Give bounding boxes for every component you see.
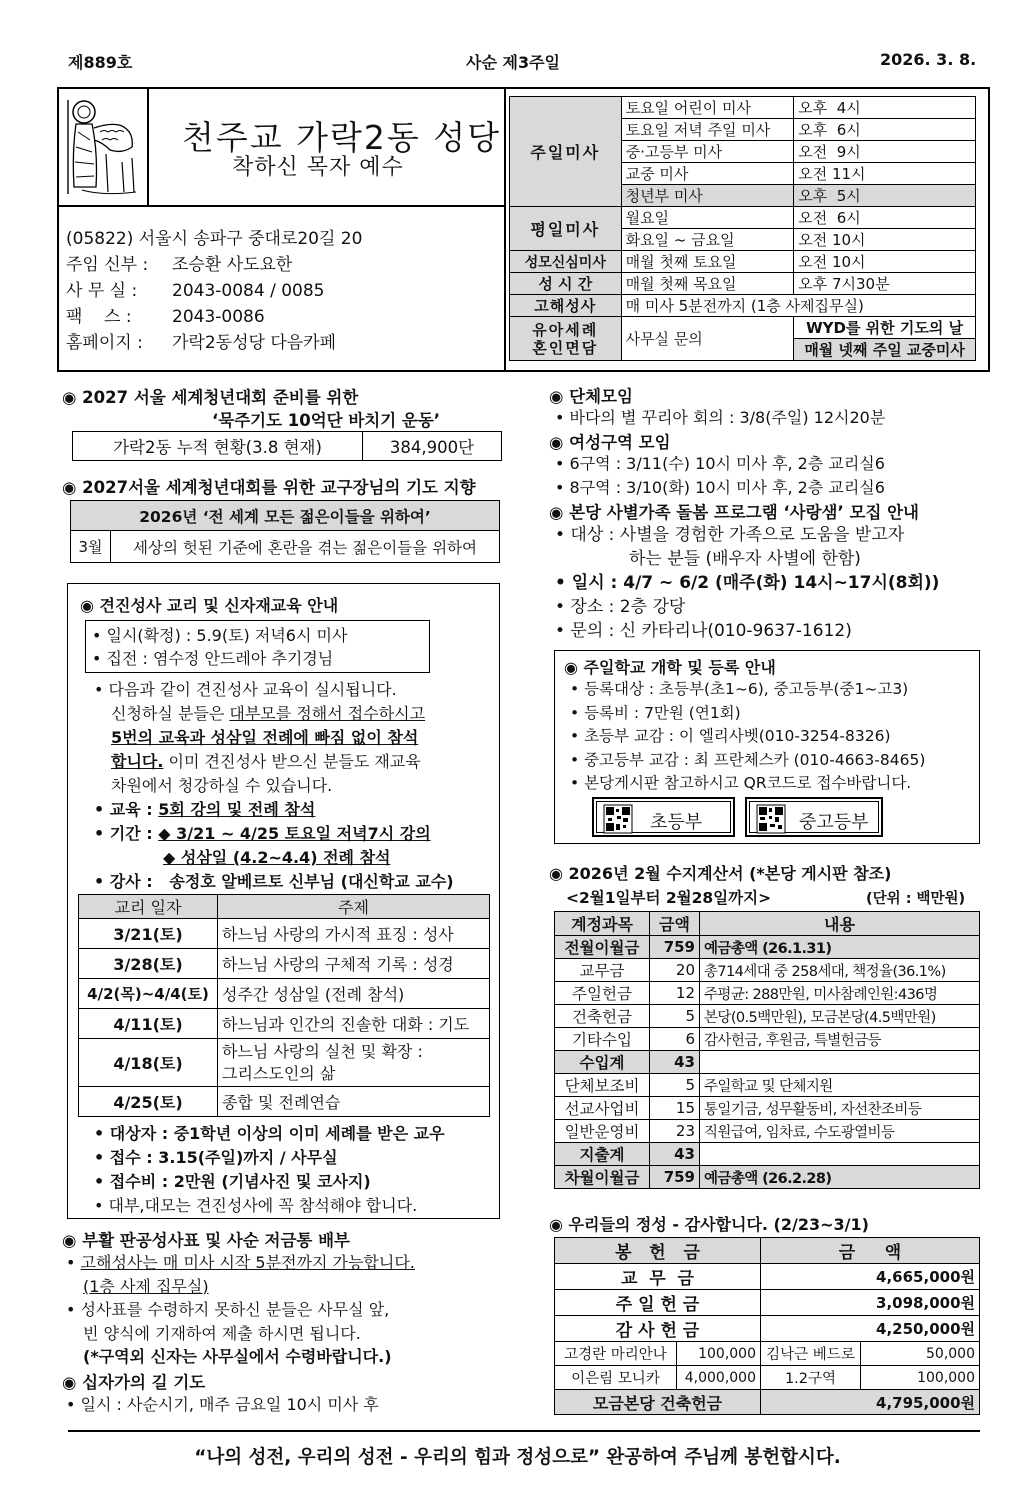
women-title: ◉ 여성구역 모임	[549, 429, 671, 453]
offering-table	[554, 1237, 980, 1415]
homepage: 가락2동성당 다음카페	[172, 333, 337, 353]
intention-month: 3월	[71, 531, 111, 563]
finance-amount: 759	[650, 936, 700, 959]
confirm-registration: • 접수 : 3.15(주일)까지 / 사무실	[94, 1148, 338, 1167]
finance-amount: 5	[650, 1074, 700, 1097]
easter-line: 고해성사는 매 미사 시작 5분전까지 가능합니다.	[80, 1253, 415, 1272]
th-detail: 내용	[700, 912, 980, 936]
bereave-line: 하는 분들 (배우자 사별에 한함)	[629, 549, 861, 569]
finance-detail: 총714세대 중 258세대, 책정율(36.1%)	[700, 959, 980, 982]
school-line: • 등록대상 : 초등부(초1~6), 중고등부(중1~고3)	[570, 680, 909, 698]
mass-name: 교중 미사	[621, 163, 794, 185]
mass-time: 오후 7시30분	[794, 273, 976, 295]
easter-line: (*구역외 신자는 사무실에서 수령바랍니다.)	[83, 1347, 392, 1366]
finance-detail: 본당(0.5백만원), 모금본당(4.5백만원)	[700, 1005, 980, 1028]
confession-label: 고해성사	[510, 295, 622, 317]
mass-name: 청년부 미사	[621, 185, 794, 207]
th-offering: 봉 헌 금	[555, 1238, 761, 1264]
mass-time: 오전 6시	[794, 207, 976, 229]
lesson-topic: 종합 및 전례연습	[218, 1087, 490, 1117]
finance-amount: 43	[650, 1051, 700, 1074]
school-line: • 등록비 : 7만원 (연1회)	[570, 703, 741, 722]
rosary-label: 가락2동 누적 현황(3.8 현재)	[73, 432, 363, 461]
building-fund-label: 모금본당 건축헌금	[555, 1390, 761, 1415]
confirm-para: 이미 견진성사 받으신 분들도 재교육	[163, 752, 421, 771]
issue-number: 제889호	[68, 53, 133, 72]
finance-unit: (단위 : 백만원)	[866, 891, 966, 907]
office-label: 사 무 실 :	[66, 281, 138, 301]
finance-detail: 감사헌금, 후원금, 특별헌금등	[700, 1028, 980, 1051]
mass-time: 오전 10시	[794, 251, 976, 273]
finance-detail: 직원급여, 임차료, 수도광열비등	[700, 1120, 980, 1143]
wyd-prayer-mass: 매월 넷째 주일 교중미사	[794, 339, 976, 361]
mass-time: 오후 5시	[794, 185, 976, 207]
offering-title: ◉ 우리들의 정성 - 감사합니다. (2/23~3/1)	[549, 1212, 869, 1235]
divider	[57, 205, 505, 207]
finance-account: 차월이월금	[555, 1166, 650, 1189]
lesson-date: 4/25(토)	[79, 1087, 218, 1117]
bereavement-title: ◉ 본당 사별가족 돌봄 프로그램 ‘사랑샘’ 모집 안내	[549, 499, 919, 523]
th-topic: 주제	[218, 895, 490, 919]
qr-code-icon	[756, 804, 786, 834]
finance-title: ◉ 2026년 2월 수지계산서 (*본당 게시판 참조)	[549, 861, 891, 884]
confirmation-date: • 일시(확정) : 5.9(토) 저녁6시 미사	[92, 626, 348, 645]
groups-line: • 바다의 별 꾸리아 회의 : 3/8(주일) 12시20분	[555, 408, 886, 427]
finance-row	[555, 959, 980, 982]
lesson-date: 3/21(토)	[79, 919, 218, 949]
homepage-label: 홈페이지 :	[66, 333, 143, 353]
mass-time: 오전 10시	[794, 229, 976, 251]
confirm-para: • 다음과 같이 견진성사 교육이 실시됩니다.	[94, 680, 397, 699]
qr-youth-label: 중고등부	[799, 812, 869, 833]
finance-amount: 6	[650, 1028, 700, 1051]
donor-name: 김낙근 베드로	[761, 1342, 861, 1366]
sunday-school-title: ◉ 주일학교 개학 및 등록 안내	[564, 655, 776, 678]
school-line: • 초등부 교감 : 이 엘리사벳(010-3254-8326)	[570, 727, 891, 745]
building-fund-amount: 4,795,000원	[761, 1390, 980, 1415]
bereave-line: • 대상 : 사별을 경험한 가족으로 도움을 받고자	[555, 525, 905, 545]
divider	[504, 87, 506, 372]
confirm-para: 5번의 교육과 성삼일 전례에 빠짐 없이 참석	[111, 728, 419, 747]
mass-schedule-table	[509, 96, 976, 361]
intention-title: ◉ 2027서울 세계청년대회를 위한 교구장님의 기도 지향	[62, 474, 476, 498]
finance-account: 선교사업비	[555, 1097, 650, 1120]
liturgical-week: 사순 제3주일	[466, 53, 560, 72]
th-offering-amount: 금 액	[761, 1238, 980, 1264]
finance-detail: 주평균: 288만원, 미사참례인원:436명	[700, 982, 980, 1005]
finance-row	[555, 1097, 980, 1120]
pastor-name: 조승환 사도요한	[172, 255, 293, 275]
mass-time: 오후 6시	[794, 119, 976, 141]
edu-label: • 교육 :	[94, 800, 159, 819]
qr-code-icon	[603, 804, 633, 834]
finance-amount: 15	[650, 1097, 700, 1120]
lesson-date: 3/28(토)	[79, 949, 218, 979]
donor-name: 1.2구역	[761, 1366, 861, 1390]
office-phone: 2043-0084 / 0085	[172, 281, 325, 301]
mass-name: 토요일 어린이 미사	[621, 97, 794, 119]
finance-amount: 12	[650, 982, 700, 1005]
lesson-topic: 하느님 사랑의 가시적 표징 : 성사	[218, 919, 490, 949]
offering-type: 교 무 금	[555, 1264, 761, 1290]
lesson-topic: 하느님 사랑의 구체적 기록 : 성경	[218, 949, 490, 979]
qr-elementary-label: 초등부	[650, 812, 703, 833]
lesson-topic: 하느님과 인간의 진솔한 대화 : 기도	[218, 1009, 490, 1039]
th-amount: 금액	[650, 912, 700, 936]
address: (05822) 서울시 송파구 중대로20길 20	[66, 229, 363, 249]
finance-account: 일반운영비	[555, 1120, 650, 1143]
confirmation-title: ◉ 견진성사 교리 및 신자재교육 안내	[80, 593, 338, 616]
baptism-label: 유아세례 혼인면담	[510, 317, 622, 361]
finance-row	[555, 936, 980, 959]
school-line: • 본당게시판 참고하시고 QR코드로 접수바랍니다.	[570, 774, 912, 792]
period-label: • 기간 :	[94, 824, 159, 843]
qr-elementary-button[interactable]	[592, 797, 735, 837]
parish-subtitle: 착하신 목자 예수	[232, 155, 404, 180]
confirm-note: • 대부,대모는 견진성사에 꼭 참석해야 합니다.	[94, 1196, 418, 1215]
mass-name: 중·고등부 미사	[621, 141, 794, 163]
donor-amount: 50,000	[861, 1342, 980, 1366]
donor-amount: 100,000	[677, 1342, 761, 1366]
footer-rule	[68, 1430, 980, 1432]
bereave-line: • 문의 : 신 카타리나(010-9637-1612)	[555, 621, 852, 641]
finance-account: 교무금	[555, 959, 650, 982]
finance-row	[555, 1143, 980, 1166]
finance-account: 수입계	[555, 1051, 650, 1074]
finance-account: 지출계	[555, 1143, 650, 1166]
finance-amount: 20	[650, 959, 700, 982]
finance-period: <2월1일부터 2월28일까지>	[566, 889, 772, 907]
confirmation-schedule-table	[78, 894, 490, 1117]
finance-account: 기타수입	[555, 1028, 650, 1051]
women-line: • 6구역 : 3/11(수) 10시 미사 후, 2층 교리실6	[555, 454, 885, 473]
parish-title: 천주교 가락2동 성당	[182, 118, 501, 157]
mass-time: 오전 9시	[794, 141, 976, 163]
finance-account: 전월이월금	[555, 936, 650, 959]
finance-account: 건축헌금	[555, 1005, 650, 1028]
mass-name: 매월 첫째 목요일	[621, 273, 794, 295]
rosary-title: ◉ 2027 서울 세계청년대회 준비를 위한	[62, 384, 358, 408]
confirm-para: 신청하실 분들은	[111, 704, 230, 723]
weekday-mass-label: 평일미사	[510, 207, 622, 251]
donor-name: 고경란 마리안나	[555, 1342, 677, 1366]
footer-slogan: “나의 성전, 우리의 성전 - 우리의 힘과 정성으로” 완공하여 주님께 봉헌합시다.	[194, 1447, 841, 1468]
finance-amount: 43	[650, 1143, 700, 1166]
lesson-date: 4/11(토)	[79, 1009, 218, 1039]
finance-detail	[700, 1051, 980, 1074]
finance-row	[555, 1005, 980, 1028]
lesson-date: 4/2(목)~4/4(토)	[79, 979, 218, 1009]
finance-row	[555, 1120, 980, 1143]
finance-account: 단체보조비	[555, 1074, 650, 1097]
donor-amount: 4,000,000	[677, 1366, 761, 1390]
school-line: • 중고등부 교감 : 최 프란체스카 (010-4663-8465)	[570, 750, 926, 769]
mass-name: 토요일 저녁 주일 미사	[621, 119, 794, 141]
easter-line: • 성사표를 수령하지 못하신 분들은 사무실 앞,	[66, 1300, 390, 1319]
finance-amount: 5	[650, 1005, 700, 1028]
qr-youth-button[interactable]	[745, 797, 883, 837]
donor-amount: 100,000	[861, 1366, 980, 1390]
mass-name: 월요일	[621, 207, 794, 229]
finance-table	[554, 911, 980, 1189]
finance-detail: 예금총액 (26.1.31)	[700, 936, 980, 959]
finance-amount: 23	[650, 1120, 700, 1143]
finance-detail: 통일기금, 성무활동비, 자선찬조비등	[700, 1097, 980, 1120]
bereave-line: • 일시 : 4/7 ~ 6/2 (매주(화) 14시~17시(8회))	[555, 573, 940, 593]
finance-detail	[700, 1143, 980, 1166]
sunday-mass-label: 주일미사	[510, 97, 622, 207]
finance-detail: 예금총액 (26.2.28)	[700, 1166, 980, 1189]
offering-amount: 3,098,000원	[761, 1290, 980, 1316]
fax-label: 팩 스 :	[66, 307, 132, 327]
rosary-title-2: ‘묵주기도 10억단 바치기 운동’	[212, 411, 441, 430]
rosary-count: 384,900단	[363, 432, 502, 461]
donor-name: 이은림 모니카	[555, 1366, 677, 1390]
mass-name: 화요일 ~ 금요일	[621, 229, 794, 251]
confirm-target: • 대상자 : 중1학년 이상의 이미 세례를 받은 교우	[94, 1124, 445, 1143]
mass-name: 매월 첫째 토요일	[621, 251, 794, 273]
confirm-para: 차원에서 청강하실 수 있습니다.	[111, 776, 333, 795]
finance-detail: 주일학교 및 단체지원	[700, 1074, 980, 1097]
easter-line: 빈 양식에 기재하여 제출 하시면 됩니다.	[83, 1323, 361, 1343]
pastor-label: 주임 신부 :	[66, 255, 149, 275]
confirm-para: 대부모를 정해서 접수하시고	[229, 704, 426, 723]
bereave-line: • 장소 : 2층 강당	[555, 597, 686, 617]
offering-amount: 4,665,000원	[761, 1264, 980, 1290]
finance-row	[555, 1028, 980, 1051]
lesson-date: 4/18(토)	[79, 1039, 218, 1087]
confession-info: 매 미사 5분전까지 (1층 사제집무실)	[621, 295, 975, 317]
stations-time: • 일시 : 사순시기, 매주 금요일 10시 미사 후	[66, 1395, 379, 1414]
finance-amount: 759	[650, 1166, 700, 1189]
offering-type: 감 사 헌 금	[555, 1316, 761, 1342]
lesson-topic: 하느님 사랑의 실천 및 확장 : 그리스도인의 삶	[218, 1039, 490, 1087]
issue-date: 2026. 3. 8.	[880, 50, 977, 69]
finance-row	[555, 1074, 980, 1097]
rosary-status-table	[72, 431, 502, 461]
confirmation-celebrant: • 집전 : 염수정 안드레아 추기경님	[92, 649, 334, 668]
groups-title: ◉ 단체모임	[549, 383, 633, 407]
easter-line: (1층 사제 집무실)	[83, 1276, 209, 1296]
intention-text: 세상의 헛된 기준에 혼란을 겪는 젊은이들을 위하여	[111, 531, 500, 563]
edu-value: 5회 강의 및 전례 참석	[158, 800, 316, 819]
intention-table	[70, 500, 500, 563]
fax-number: 2043-0086	[172, 307, 265, 327]
lecturer: • 강사 : 송정호 알베르토 신부님 (대신학교 교수)	[94, 872, 454, 891]
confirm-fee: • 접수비 : 2만원 (기념사진 및 코사지)	[94, 1172, 371, 1191]
women-line: • 8구역 : 3/10(화) 10시 미사 후, 2층 교리실6	[555, 478, 885, 497]
th-account: 계정과목	[555, 912, 650, 936]
finance-row	[555, 982, 980, 1005]
offering-type: 주 일 헌 금	[555, 1290, 761, 1316]
offering-amount: 4,250,000원	[761, 1316, 980, 1342]
good-shepherd-logo	[62, 92, 144, 200]
holy-hour-label: 성 시 간	[510, 273, 622, 295]
period-value-2: ◆ 성삼일 (4.2~4.4) 전례 참석	[163, 848, 391, 867]
finance-account: 주일헌금	[555, 982, 650, 1005]
easter-title: ◉ 부활 판공성사표 및 사순 저금통 배부	[62, 1227, 350, 1251]
th-date: 교리 일자	[79, 895, 218, 919]
mass-time: 오전 11시	[794, 163, 976, 185]
period-value: ◆ 3/21 ~ 4/25 토요일 저녁7시 강의	[158, 824, 431, 843]
mass-time: 오후 4시	[794, 97, 976, 119]
confirm-para: 합니다.	[111, 752, 164, 771]
intention-head: 2026년 ‘전 세계 모든 젊은이들을 위하여’	[71, 501, 500, 531]
marian-mass-label: 성모신심미사	[510, 251, 622, 273]
wyd-prayer-day: WYD를 위한 기도의 날	[794, 317, 976, 339]
stations-title: ◉ 십자가의 길 기도	[62, 1369, 205, 1393]
lesson-topic: 성주간 성삼일 (전례 참석)	[218, 979, 490, 1009]
baptism-info: 사무실 문의	[621, 317, 794, 361]
divider	[147, 87, 149, 205]
finance-row	[555, 1166, 980, 1189]
finance-row	[555, 1051, 980, 1074]
